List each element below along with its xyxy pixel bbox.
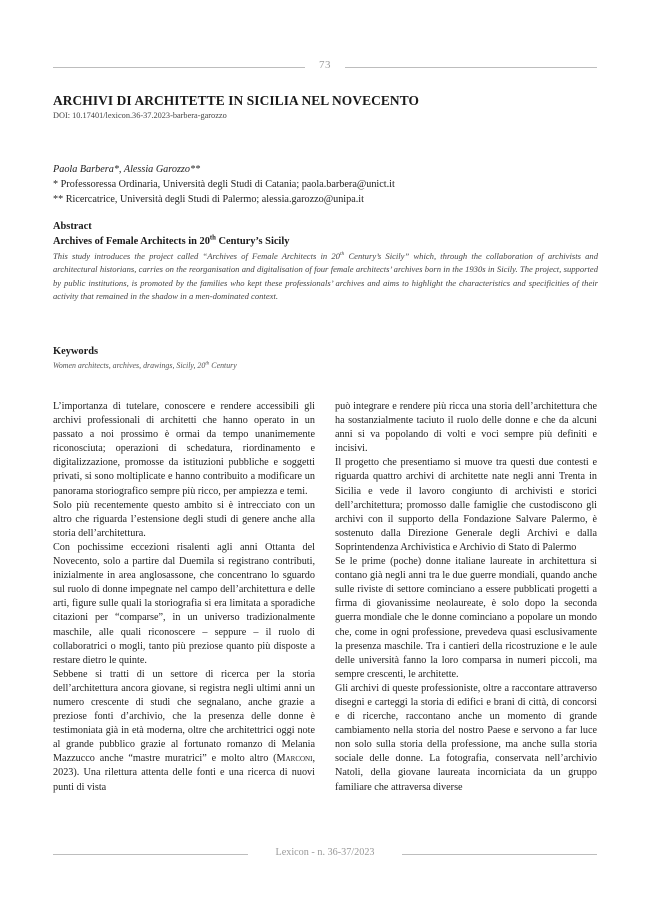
affiliation-1: * Professoressa Ordinaria, Università degli Studi di Catania; paola.barbera@unict.it	[53, 179, 395, 190]
paragraph: Con pochissime eccezioni risalenti agli anni Ottanta del Novecento, solo a partire dal Duemila si registrano contributi, inizialmente in area anglosassone, che concentrano lo sguardo sul ruolo di donne impegnate nel campo dell’architettura e delle arti, figure sulle quali la storiografia si era limitata a sporadiche citazioni per “comparse”, in un universo tradizionalmente maschile, alle quali riconoscere – seppure – il ruolo di collaboratrici o mogli, tanto più preziose quanto più disposte a restare dietro le quinte.	[53, 541, 315, 666]
body-column-left	[53, 400, 315, 795]
paragraph: L’importanza di tutelare, conoscere e rendere accessibili gli archivi professionali di architetti che hanno operato in un passato a noi prossimo è ormai da tempo unanimemente riconosciuta; operazioni di schedatura, riordinamento e digitalizzazione, promosse da istituzioni pubbliche e soggetti privati, si sono moltiplicate e hanno contribuito a modificare un panorama storiografico sempre più ricco, per ampiezza e temi.	[53, 401, 315, 497]
paragraph: Il progetto che presentiamo si muove tra questi due contesti e riguarda quattro archivi di architette nate negli anni Trenta in Sicilia e vede il lavoro congiunto di archivisti e storici dell’architettura; promosso dalle famiglie che custodiscono gli archivi con il supporto della Fondazione Salvare Palermo, è sostenuto dalla Direzione Generale degli Archivi e dalla Soprintendenza Archivistica e Archivio di Stato di Palermo	[335, 457, 597, 553]
paragraph: Se le prime (poche) donne italiane laureate in architettura si contano già negli anni tra le due guerre mondiali, quando anche sulle riviste di settore cominciano a essere pubblicati progetti a firma di giovanissime neolaureate, è solo dopo la seconda guerra mondiale che le donne cominciano a popolare un mondo che, come in ogni professione, prevedeva quasi esclusivamente la presenza maschile. Tra i cantieri della ricostruzione e le aule delle università fanno la loro comparsa in numeri piccoli, ma sempre crescenti, le architette.	[335, 556, 597, 680]
article-title: ARCHIVI DI ARCHITETTE IN SICILIA NEL NOVECENTO	[53, 93, 419, 108]
keywords-heading: Keywords	[53, 346, 99, 357]
abstract-text: This study introduces the project called “Archives of Female Architects in 20th Century’s Sicily” which, through the collaboration of archivists and architectural historians, carries on the reorganisation and digitalisation of four female architects’ archives born in the 1930s in Sicily. The project, supported by public institutions, is promoted by the families who kept these professionals’ archives and aims to highlight the characteristics and specificities of their activity that remained in the shadow in a men-dominated context.	[53, 251, 598, 301]
paragraph: Gli archivi di queste professioniste, oltre a raccontare attraverso disegni e carteggi la storia di edifici e brani di città, di concorsi e di ricerche, raccontano anche un momento di grande cambiamento nella storia del nostro Paese e servono a far luce non solo sulla storia della professione, ma anche sulla storia sociale delle donne. La fotografia, conservata nell’archivio Natoli, della giovane laureata incorniciata da un gruppo familiare che attraversa diverse	[335, 682, 597, 793]
abstract-subtitle: Archives of Female Architects in 20th Century’s Sicily	[53, 234, 290, 247]
footer-rule-right	[402, 854, 597, 855]
page-number: 73	[319, 59, 331, 71]
paragraph: Solo più recentemente questo ambito si è intrecciato con un altro che riguarda l’estensione degli studi di genere anche alla storia dell’architettura.	[53, 499, 315, 539]
body-column-right	[335, 400, 597, 795]
footer-journal: Lexicon - n. 36-37/2023	[275, 847, 375, 858]
keywords-text: Women architects, archives, drawings, Sicily, 20th Century	[53, 360, 237, 370]
affiliation-2: ** Ricercatrice, Università degli Studi di Palermo; alessia.garozzo@unipa.it	[53, 194, 364, 205]
abstract-heading: Abstract	[53, 221, 92, 232]
header-rule-right	[345, 67, 597, 68]
article-doi: DOI: 10.17401/lexicon.36-37.2023-barbera-garozzo	[53, 111, 227, 120]
article-authors: Paola Barbera*, Alessia Garozzo**	[53, 164, 201, 175]
paragraph: può integrare e rendere più ricca una storia dell’architettura che ha sostanzialmente taciuto il ruolo delle donne e che da alcuni anni si va popolando di volti e voci sempre più definiti e incisivi.	[335, 401, 597, 455]
paragraph: Sebbene si tratti di un settore di ricerca per la storia dell’architettura ancora giovane, si registra negli ultimi anni un numero crescente di studi che segnalano, anche grazie a preziose fonti d’archivio, che la presenza delle donne è testimoniata già in età moderna, oltre che architettrici oggi note al grande pubblico grazie al fortunato romanzo di Melania Mazzucco anche “mastre muratrici” e molto altro (Marconi, 2023). Una rilettura attenta delle fonti e una ricerca di nuovi punti di vista	[53, 668, 315, 793]
